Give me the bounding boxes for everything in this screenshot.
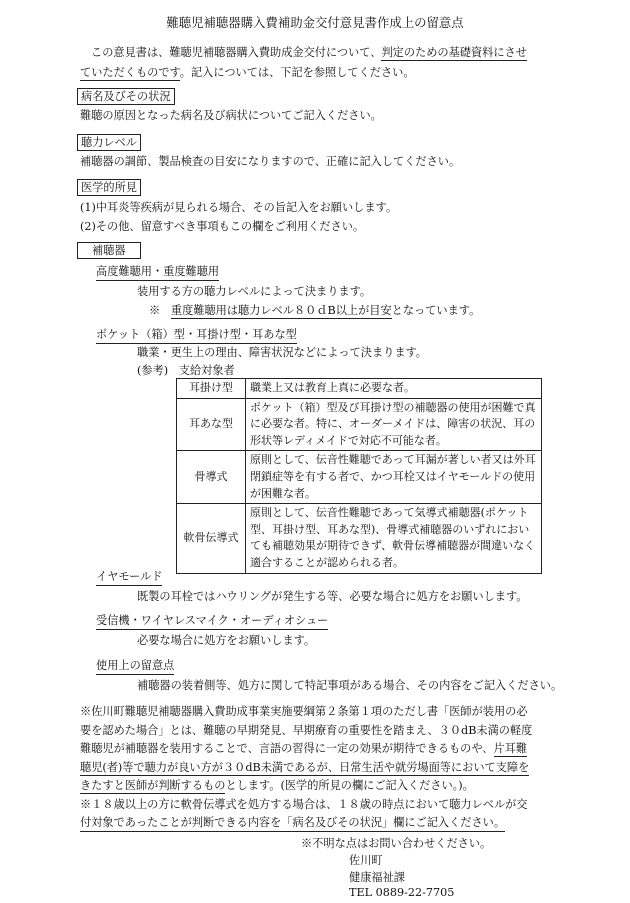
- intro-line-2: [80, 64, 415, 80]
- aid-sub2-ref: [137, 362, 235, 378]
- hearing-text: 補聴器の調節、製品検査の目安になりますので、正確に記入してください。: [80, 155, 461, 168]
- contact-tel: TEL 0889-22-7705: [349, 886, 455, 899]
- aid-sub5-title: 使用上の留意点: [96, 657, 174, 675]
- note-underlined: 重度難聴用は聴力レベル８０ｄB以上が目安: [170, 304, 392, 317]
- support-table: [176, 378, 542, 574]
- note1-underlined: きたすと医師が判断するもの: [80, 779, 226, 792]
- aid-sub1-note: [149, 302, 480, 318]
- contact-town: 佐川町: [349, 854, 383, 867]
- aid-sub2-text: 職業・更生上の理由、障害状況などによって決まります。: [137, 346, 427, 359]
- page-title: 難聴児補聴器購入費補助金交付意見書作成上の留意点: [166, 15, 464, 30]
- table-cell-desc: 原則として、伝音性難聴であって耳漏が著しい者又は外耳閉鎖症等を有する者で、かつ耳栓又はイヤモールドの使用が困難な者。: [246, 451, 542, 504]
- aid-sub5-text: 補聴器の装着側等、処方に関して特記事項がある場合、その内容をご記入ください。: [137, 679, 563, 692]
- intro-underlined-2: ていただくものです: [80, 66, 180, 79]
- table-cell-desc: 職業上又は教育上真に必要な者。: [246, 379, 542, 399]
- section-heading-hearing: 聴力レベル: [77, 134, 141, 151]
- table-cell-desc: 原則として、伝音性難聴であって気導式補聴器(ポケット型、耳掛け型、耳あな型)、骨導式補聴器のいずれにおいても補聴効果が期待できず、軟骨伝導補聴器が間違いなく適合することが認められる者。: [246, 504, 542, 573]
- note1-line5: [80, 777, 474, 793]
- ref-label: (参考): [137, 364, 169, 377]
- aid-sub1-title: 高度難聴用・重度難聴用: [96, 263, 219, 281]
- note1-line2: 要を認めた場合」とは、難聴の早期発見、早期療育の重要性を踏まえ、３０dB未満の軽度: [80, 724, 533, 737]
- note2-line2: 付対象であったことが判断できる内容を「病名及びその状況」欄にご記入ください。: [80, 814, 505, 832]
- note-mark: ※: [149, 304, 161, 317]
- note2-line1: ※１８歳以上の方に軟骨伝導式を処方する場合は、１８歳の時点において聴力レベルが交: [80, 798, 528, 811]
- note1-underlined: 聴児(者)等で聴力が良い方が３０dB未満であるが、: [80, 761, 340, 774]
- table-cell-type: 耳掛け型: [177, 379, 246, 399]
- note1-line1: ※佐川町難聴児補聴器購入費助成事業実施要綱第２条第１項のただし書「医師が装用の必: [80, 705, 528, 718]
- section-heading-disease: 病名及びその状況: [77, 88, 175, 105]
- table-row: [177, 504, 542, 573]
- intro-underlined: 判定のための基礎資料にさせ: [381, 46, 527, 59]
- contact-dept: 健康福祉課: [349, 871, 405, 884]
- table-cell-type: 耳あな型: [177, 398, 246, 451]
- note1-underlined: 日常生活や就労場面等において支障を: [339, 761, 530, 774]
- table-row: [177, 451, 542, 504]
- note1-text: とします。(医学的所見の欄にご記入ください。)。: [225, 779, 474, 792]
- aid-sub4-text: 必要な場合に処方をお願いします。: [137, 634, 316, 647]
- intro-text-2: 。記入については、下記を参照してください。: [179, 66, 415, 79]
- section-heading-medical: 医学的所見: [77, 179, 141, 196]
- table-row: [177, 379, 542, 399]
- section-heading-aid: 補聴器: [77, 242, 141, 259]
- aid-sub3-title: イヤモールド: [96, 568, 162, 586]
- note1-text: 難聴児が補聴器を装用することで、言語の習得に一定の効果が期待できるものや、: [80, 742, 494, 755]
- table-cell-desc: ポケット（箱）型及び耳掛け型の補聴器の使用が困難で真に必要な者。特に、オーダーメイドは、障害の状況、耳の形状等レディメイドで対応不可能な者。: [246, 398, 542, 451]
- table-cell-type: 軟骨伝導式: [177, 504, 246, 573]
- note-rest: となっています。: [391, 304, 481, 317]
- note1-underlined: 片耳難: [493, 742, 528, 755]
- aid-sub3-text: 既製の耳栓ではハウリングが発生する等、必要な場合に処方をお願いします。: [137, 590, 528, 603]
- aid-sub2-title: ポケット（箱）型・耳掛け型・耳あな型: [96, 326, 297, 344]
- table-row: [177, 398, 542, 451]
- intro-line-1: [91, 44, 527, 60]
- intro-text: この意見書は、難聴児補聴器購入費助成金交付について、: [91, 46, 382, 59]
- aid-sub4-title: 受信機・ワイヤレスマイク・オーディオシュー: [96, 612, 328, 630]
- medical-item-1: (1)中耳炎等疾病が見られる場合、その旨記入をお願いします。: [80, 201, 398, 214]
- medical-item-2: (2)その他、留意すべき事項もこの欄をご利用ください。: [80, 220, 365, 233]
- note1-line3: [80, 740, 527, 756]
- contact-line: ※不明な点はお問い合わせください。: [301, 837, 492, 850]
- note1-line4: [80, 759, 529, 775]
- ref-title: 支給対象者: [178, 364, 235, 377]
- table-cell-type: 骨導式: [177, 451, 246, 504]
- disease-text: 難聴の原因となった病名及び病状についてご記入ください。: [80, 109, 382, 122]
- aid-sub1-text: 装用する方の聴力レベルによって決まります。: [137, 285, 372, 298]
